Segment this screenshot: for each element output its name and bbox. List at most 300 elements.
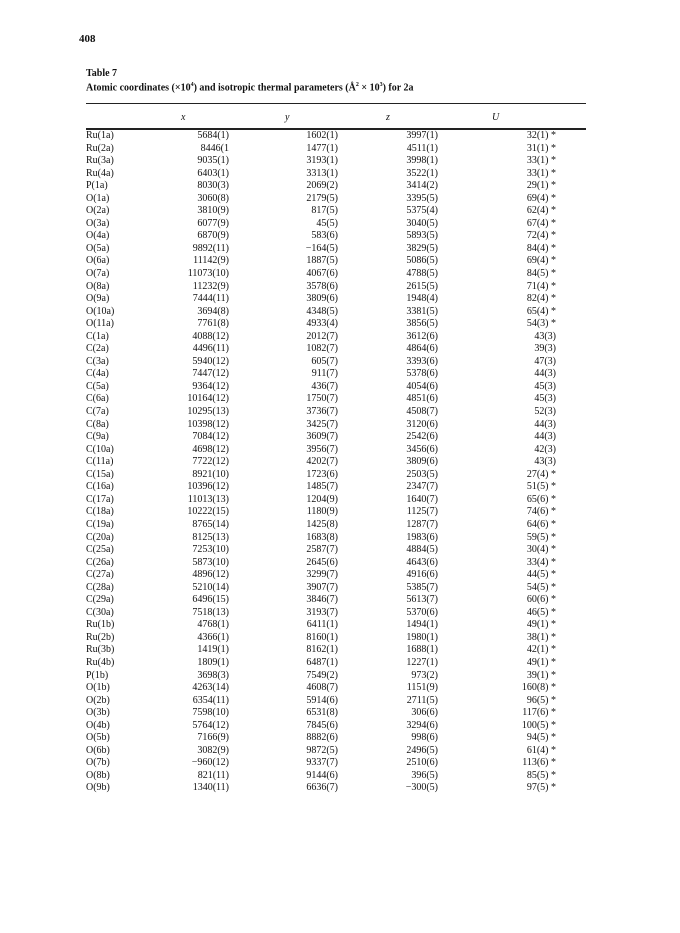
atom-label: C(10a): [86, 443, 114, 455]
u-value: 51(5) *: [526, 481, 556, 493]
z-value: 998(6): [411, 732, 438, 744]
z-value: 3809(6): [406, 456, 438, 468]
y-value: 9144(6): [306, 769, 338, 781]
table-row: [86, 557, 556, 570]
z-value: 306(6): [411, 707, 438, 719]
y-value: 1204(9): [306, 493, 338, 505]
x-value: 821(11): [197, 769, 229, 781]
u-value: 45(3): [534, 393, 556, 405]
atom-label: Ru(3a): [86, 155, 114, 167]
z-value: 4643(6): [406, 556, 438, 568]
table-row: [86, 732, 556, 745]
x-value: 7722(12): [192, 456, 229, 468]
x-value: 8765(14): [192, 518, 229, 530]
u-value: 60(6) *: [526, 594, 556, 606]
y-value: 1723(6): [306, 468, 338, 480]
x-value: 4088(12): [192, 330, 229, 342]
u-value: 74(6) *: [526, 506, 556, 518]
atom-label: Ru(1b): [86, 619, 115, 631]
x-value: 11013(13): [187, 493, 229, 505]
z-value: 396(5): [411, 769, 438, 781]
table-row: [86, 506, 556, 519]
y-value: 3313(1): [306, 167, 338, 179]
u-value: 39(1) *: [526, 669, 556, 681]
u-value: 47(3): [534, 355, 556, 367]
atom-label: O(10a): [86, 305, 115, 317]
z-value: 1948(4): [406, 293, 438, 305]
table-row: [86, 607, 556, 620]
table-row: [86, 657, 556, 670]
table-row: [86, 293, 556, 306]
table-row: [86, 745, 556, 758]
z-value: 5893(5): [406, 230, 438, 242]
caption-exponent-1: 4: [190, 82, 194, 88]
x-value: 3810(9): [197, 205, 229, 217]
y-value: 2587(7): [306, 544, 338, 556]
table-row: [86, 143, 556, 156]
atom-label: O(5b): [86, 732, 110, 744]
atom-label: C(7a): [86, 406, 109, 418]
y-value: 436(7): [311, 380, 338, 392]
y-value: 3578(6): [306, 280, 338, 292]
z-value: 2503(5): [406, 468, 438, 480]
atom-label: O(8a): [86, 280, 110, 292]
atom-label: C(1a): [86, 330, 109, 342]
page-number: 408: [79, 33, 96, 45]
table-row: [86, 519, 556, 532]
u-value: 29(1) *: [526, 180, 556, 192]
z-value: 4884(5): [406, 544, 438, 556]
atom-label: C(2a): [86, 343, 109, 355]
x-value: 8030(3): [197, 180, 229, 192]
z-value: 3829(5): [406, 242, 438, 254]
z-value: 4511(1): [406, 142, 438, 154]
z-value: 1227(1): [406, 656, 438, 668]
table-row: [86, 682, 556, 695]
column-header-u: U: [492, 112, 500, 123]
u-value: 65(6) *: [526, 493, 556, 505]
y-value: 1082(7): [306, 343, 338, 355]
x-value: 4896(12): [192, 569, 229, 581]
x-value: 9364(12): [192, 380, 229, 392]
y-value: 4202(7): [306, 456, 338, 468]
table-row: [86, 419, 556, 432]
u-value: 39(3): [534, 343, 556, 355]
y-value: 8882(6): [306, 732, 338, 744]
table-row: [86, 569, 556, 582]
x-value: 11073(10): [187, 268, 229, 280]
x-value: 6354(11): [192, 694, 229, 706]
x-value: 3698(3): [197, 669, 229, 681]
y-value: 1683(8): [306, 531, 338, 543]
y-value: −164(5): [305, 242, 338, 254]
atom-label: C(30a): [86, 606, 114, 618]
caption-exponent-3: 3: [379, 82, 383, 88]
table-row: [86, 356, 556, 369]
z-value: 5385(7): [406, 581, 438, 593]
y-value: 1425(8): [306, 518, 338, 530]
y-value: 5914(6): [306, 694, 338, 706]
x-value: 7598(10): [192, 707, 229, 719]
z-value: 5370(6): [406, 606, 438, 618]
u-value: 31(1) *: [526, 142, 556, 154]
u-value: 82(4) *: [526, 293, 556, 305]
u-value: 38(1) *: [526, 631, 556, 643]
y-value: 45(5): [316, 217, 338, 229]
z-value: 4864(6): [406, 343, 438, 355]
z-value: 1494(1): [406, 619, 438, 631]
table-row: [86, 707, 556, 720]
column-header-x: x: [181, 112, 186, 123]
table-row: [86, 469, 556, 482]
x-value: 8446(1: [200, 142, 229, 154]
atom-label: C(18a): [86, 506, 114, 518]
x-value: 8921(10): [192, 468, 229, 480]
x-value: 7447(12): [192, 368, 229, 380]
atom-label: O(1b): [86, 682, 110, 694]
table-row: [86, 444, 556, 457]
y-value: 3846(7): [306, 594, 338, 606]
table-label: Table 7: [86, 68, 118, 79]
table-row: [86, 381, 556, 394]
x-value: 9892(11): [192, 242, 229, 254]
atom-label: C(9a): [86, 431, 109, 443]
u-value: 42(1) *: [526, 644, 556, 656]
table-row: [86, 406, 556, 419]
z-value: 3395(5): [406, 192, 438, 204]
z-value: 3294(6): [406, 719, 438, 731]
u-value: 96(5) *: [526, 694, 556, 706]
x-value: 10396(12): [187, 481, 229, 493]
atom-label: O(2b): [86, 694, 110, 706]
x-value: 3694(8): [197, 305, 229, 317]
atom-label: Ru(2a): [86, 142, 114, 154]
x-value: 10222(15): [187, 506, 229, 518]
caption-part-2: ) and isotropic thermal parameters (Å: [193, 82, 356, 94]
table-row: [86, 180, 556, 193]
atom-label: O(3a): [86, 217, 110, 229]
atom-label: O(3b): [86, 707, 110, 719]
caption-exponent-2: 2: [355, 82, 359, 88]
table-row: [86, 331, 556, 344]
y-value: 3193(1): [306, 155, 338, 167]
x-value: 7253(10): [192, 544, 229, 556]
z-value: 3393(6): [406, 355, 438, 367]
u-value: 84(4) *: [526, 242, 556, 254]
y-value: 1485(7): [306, 481, 338, 493]
x-value: 4698(12): [192, 443, 229, 455]
y-value: 6487(1): [306, 656, 338, 668]
x-value: 1340(11): [192, 782, 229, 794]
u-value: 62(4) *: [526, 205, 556, 217]
u-value: 33(1) *: [526, 167, 556, 179]
y-value: 817(5): [311, 205, 338, 217]
caption-part-1: Atomic coordinates (×10: [86, 82, 191, 94]
u-value: 113(6) *: [522, 757, 556, 769]
x-value: 11232(9): [192, 280, 229, 292]
u-value: 52(3): [534, 406, 556, 418]
table-row: [86, 456, 556, 469]
x-value: 7761(8): [197, 318, 229, 330]
table-row: [86, 644, 556, 657]
y-value: 1477(1): [306, 142, 338, 154]
table-row: [86, 255, 556, 268]
table-row: [86, 155, 556, 168]
x-value: 10398(12): [187, 418, 229, 430]
z-value: 5613(7): [406, 594, 438, 606]
x-value: 1809(1): [197, 656, 229, 668]
z-value: 2711(5): [406, 694, 438, 706]
u-value: 43(3): [534, 456, 556, 468]
coordinates-table: [86, 130, 556, 795]
table-row: [86, 757, 556, 770]
atom-label: O(11a): [86, 318, 114, 330]
z-value: 3414(2): [406, 180, 438, 192]
atom-label: Ru(2b): [86, 631, 115, 643]
atom-label: O(8b): [86, 769, 110, 781]
table-row: [86, 193, 556, 206]
atom-label: O(9b): [86, 782, 110, 794]
u-value: 72(4) *: [526, 230, 556, 242]
atom-label: O(6b): [86, 744, 110, 756]
z-value: 973(2): [411, 669, 438, 681]
y-value: 2069(2): [306, 180, 338, 192]
table-row: [86, 368, 556, 381]
x-value: 7444(11): [192, 293, 229, 305]
u-value: 84(5) *: [526, 268, 556, 280]
y-value: 3956(7): [306, 443, 338, 455]
y-value: 6636(7): [306, 782, 338, 794]
u-value: 44(3): [534, 431, 556, 443]
y-value: 8160(1): [306, 631, 338, 643]
u-value: 44(5) *: [526, 569, 556, 581]
table-row: [86, 619, 556, 632]
y-value: 3907(7): [306, 581, 338, 593]
z-value: 4788(5): [406, 268, 438, 280]
u-value: 46(5) *: [526, 606, 556, 618]
z-value: 2496(5): [406, 744, 438, 756]
x-value: 5940(12): [192, 355, 229, 367]
table-row: [86, 168, 556, 181]
u-value: 69(4) *: [526, 192, 556, 204]
y-value: 3609(7): [306, 431, 338, 443]
y-value: 6411(1): [306, 619, 338, 631]
x-value: 11142(9): [193, 255, 229, 267]
atom-label: O(5a): [86, 242, 110, 254]
table-row: [86, 720, 556, 733]
atom-label: Ru(1a): [86, 130, 114, 141]
u-value: 33(4) *: [526, 556, 556, 568]
atom-label: C(25a): [86, 544, 114, 556]
table-row: [86, 393, 556, 406]
x-value: 1419(1): [197, 644, 229, 656]
u-value: 85(5) *: [526, 769, 556, 781]
u-value: 160(8) *: [521, 682, 556, 694]
caption-part-4: ) for 2a: [382, 82, 414, 94]
z-value: 3612(6): [406, 330, 438, 342]
atom-label: C(15a): [86, 468, 114, 480]
table-row: [86, 582, 556, 595]
y-value: 2012(7): [306, 330, 338, 342]
x-value: 5764(12): [192, 719, 229, 731]
atom-label: C(29a): [86, 594, 114, 606]
z-value: 2510(6): [406, 757, 438, 769]
table-row: [86, 481, 556, 494]
atom-label: Ru(4a): [86, 167, 114, 179]
atom-label: O(4a): [86, 230, 110, 242]
u-value: 61(4) *: [526, 744, 556, 756]
x-value: 3082(9): [197, 744, 229, 756]
z-value: 5375(4): [406, 205, 438, 217]
table-row: [86, 770, 556, 783]
u-value: 64(6) *: [526, 518, 556, 530]
x-value: 5210(14): [192, 581, 229, 593]
y-value: 2645(6): [306, 556, 338, 568]
z-value: 3998(1): [406, 155, 438, 167]
y-value: 1602(1): [306, 130, 338, 141]
table-caption: [86, 82, 414, 93]
y-value: 4933(4): [306, 318, 338, 330]
x-value: 10164(12): [187, 393, 229, 405]
u-value: 44(3): [534, 368, 556, 380]
atom-label: C(6a): [86, 393, 109, 405]
y-value: 8162(1): [306, 644, 338, 656]
x-value: 6403(1): [197, 167, 229, 179]
table-row: [86, 782, 556, 795]
y-value: 4348(5): [306, 305, 338, 317]
atom-label: C(16a): [86, 481, 114, 493]
u-value: 71(4) *: [526, 280, 556, 292]
table-row: [86, 205, 556, 218]
atom-label: C(27a): [86, 569, 114, 581]
atom-label: O(4b): [86, 719, 110, 731]
z-value: −300(5): [405, 782, 438, 794]
atom-label: O(6a): [86, 255, 110, 267]
u-value: 97(5) *: [526, 782, 556, 794]
u-value: 59(5) *: [526, 531, 556, 543]
z-value: 1688(1): [406, 644, 438, 656]
table-row: [86, 230, 556, 243]
z-value: 5086(5): [406, 255, 438, 267]
x-value: 6496(15): [192, 594, 229, 606]
y-value: 2179(5): [306, 192, 338, 204]
y-value: 7845(6): [306, 719, 338, 731]
z-value: 3120(6): [406, 418, 438, 430]
z-value: 2347(7): [406, 481, 438, 493]
atom-label: C(3a): [86, 355, 109, 367]
x-value: 10295(13): [187, 406, 229, 418]
z-value: 1287(7): [406, 518, 438, 530]
table-row: [86, 318, 556, 331]
y-value: 605(7): [311, 355, 338, 367]
u-value: 45(3): [534, 380, 556, 392]
z-value: 4054(6): [406, 380, 438, 392]
x-value: 6870(9): [197, 230, 229, 242]
x-value: 7166(9): [197, 732, 229, 744]
u-value: 49(1) *: [526, 619, 556, 631]
z-value: 3522(1): [406, 167, 438, 179]
y-value: 3736(7): [306, 406, 338, 418]
z-value: 5378(6): [406, 368, 438, 380]
u-value: 30(4) *: [526, 544, 556, 556]
table-row: [86, 544, 556, 557]
table-row: [86, 532, 556, 545]
atom-label: C(28a): [86, 581, 114, 593]
z-value: 1151(9): [406, 682, 438, 694]
x-value: 7084(12): [192, 431, 229, 443]
table-row: [86, 218, 556, 231]
table-row: [86, 130, 556, 143]
z-value: 3456(6): [406, 443, 438, 455]
z-value: 1125(7): [406, 506, 438, 518]
x-value: 4263(14): [192, 682, 229, 694]
y-value: 9872(5): [306, 744, 338, 756]
y-value: 3809(6): [306, 293, 338, 305]
atom-label: O(7a): [86, 268, 110, 280]
x-value: 8125(13): [192, 531, 229, 543]
atom-label: Ru(3b): [86, 644, 115, 656]
atom-label: C(5a): [86, 380, 109, 392]
u-value: 67(4) *: [526, 217, 556, 229]
y-value: 7549(2): [306, 669, 338, 681]
atom-label: C(4a): [86, 368, 109, 380]
atom-label: Ru(4b): [86, 656, 115, 668]
column-header-y: y: [285, 112, 290, 123]
u-value: 49(1) *: [526, 656, 556, 668]
z-value: 3381(5): [406, 305, 438, 317]
atom-label: C(8a): [86, 418, 109, 430]
z-value: 1983(6): [406, 531, 438, 543]
x-value: 4366(1): [197, 631, 229, 643]
y-value: 3425(7): [306, 418, 338, 430]
column-header-z: z: [386, 112, 390, 123]
atom-label: C(20a): [86, 531, 114, 543]
x-value: 4768(1): [197, 619, 229, 631]
x-value: 4496(11): [192, 343, 229, 355]
table-row: [86, 306, 556, 319]
atom-label: O(9a): [86, 293, 110, 305]
atom-label: C(26a): [86, 556, 114, 568]
x-value: 6077(9): [197, 217, 229, 229]
y-value: 3193(7): [306, 606, 338, 618]
atom-label: O(2a): [86, 205, 110, 217]
y-value: 1750(7): [306, 393, 338, 405]
z-value: 3856(5): [406, 318, 438, 330]
y-value: 4067(6): [306, 268, 338, 280]
u-value: 42(3): [534, 443, 556, 455]
x-value: 5873(10): [192, 556, 229, 568]
atom-label: C(17a): [86, 493, 114, 505]
table-row: [86, 268, 556, 281]
x-value: −960(12): [191, 757, 229, 769]
y-value: 3299(7): [306, 569, 338, 581]
u-value: 54(3) *: [526, 318, 556, 330]
y-value: 911(7): [311, 368, 338, 380]
z-value: 1640(7): [406, 493, 438, 505]
z-value: 3997(1): [406, 130, 438, 141]
u-value: 27(4) *: [526, 468, 556, 480]
x-value: 5684(1): [197, 130, 229, 141]
atom-label: O(7b): [86, 757, 110, 769]
u-value: 100(5) *: [521, 719, 556, 731]
atom-label: C(19a): [86, 518, 114, 530]
atom-label: P(1b): [86, 669, 109, 681]
table-row: [86, 343, 556, 356]
z-value: 4508(7): [406, 406, 438, 418]
caption-part-3: × 10: [358, 82, 380, 94]
z-value: 4916(6): [406, 569, 438, 581]
u-value: 94(5) *: [526, 732, 556, 744]
